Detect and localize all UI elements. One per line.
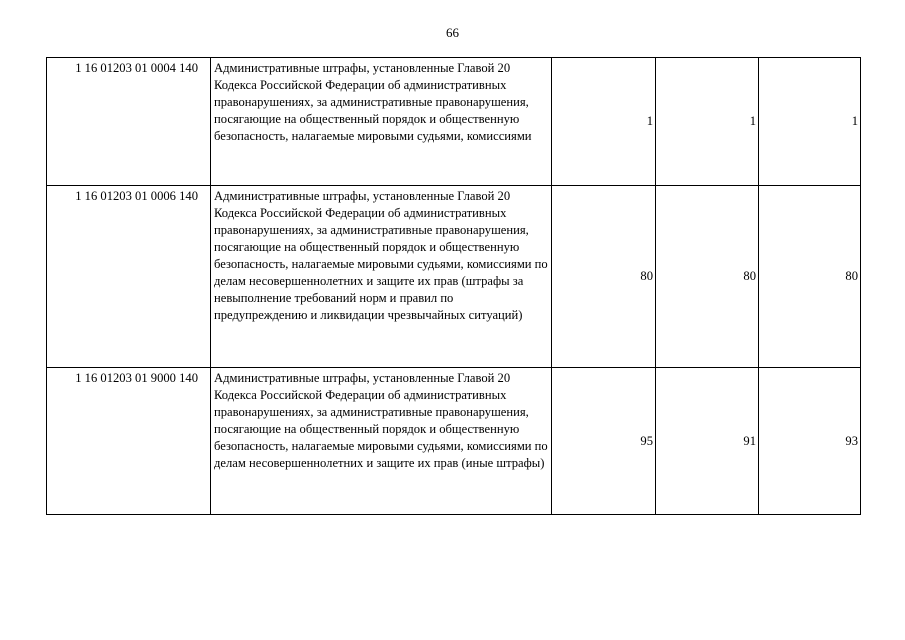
table-row: [47, 58, 861, 186]
amount-year-1: 80: [552, 186, 656, 368]
budget-classification-code: 1 16 01203 01 0004 140: [47, 58, 211, 186]
amount-year-3: 93: [759, 368, 861, 515]
amount-year-1: 1: [552, 58, 656, 186]
page-number: 66: [446, 25, 459, 40]
table-row: [47, 186, 861, 368]
revenue-description: Административные штрафы, установленные Главой 20 Кодекса Российской Федерации об административных правонарушениях, за административные правонарушения, посягающие на общественный порядок и общественную безопасность, налагаемые мировыми судьями, комиссиями по делам несовершеннолетних и защите их прав (иные штрафы): [211, 368, 552, 515]
amount-year-2: 80: [656, 186, 759, 368]
revenue-description: Административные штрафы, установленные Главой 20 Кодекса Российской Федерации об административных правонарушениях, за административные правонарушения, посягающие на общественный порядок и общественную безопасность, налагаемые мировыми судьями, комиссиями по делам несовершеннолетних и защите их прав (штрафы за невыполнение требований норм и правил по предупреждению и ликвидации чрезвычайных ситуаций): [211, 186, 552, 368]
amount-year-1: 95: [552, 368, 656, 515]
amount-year-3: 1: [759, 58, 861, 186]
table-row: [47, 368, 861, 515]
revenue-description: Административные штрафы, установленные Главой 20 Кодекса Российской Федерации об административных правонарушениях, за административные правонарушения, посягающие на общественный порядок и общественную безопасность, налагаемые мировыми судьями, комиссиями: [211, 58, 552, 186]
amount-year-2: 91: [656, 368, 759, 515]
budget-classification-code: 1 16 01203 01 0006 140: [47, 186, 211, 368]
budget-revenue-table: [46, 57, 861, 515]
amount-year-3: 80: [759, 186, 861, 368]
amount-year-2: 1: [656, 58, 759, 186]
budget-classification-code: 1 16 01203 01 9000 140: [47, 368, 211, 515]
